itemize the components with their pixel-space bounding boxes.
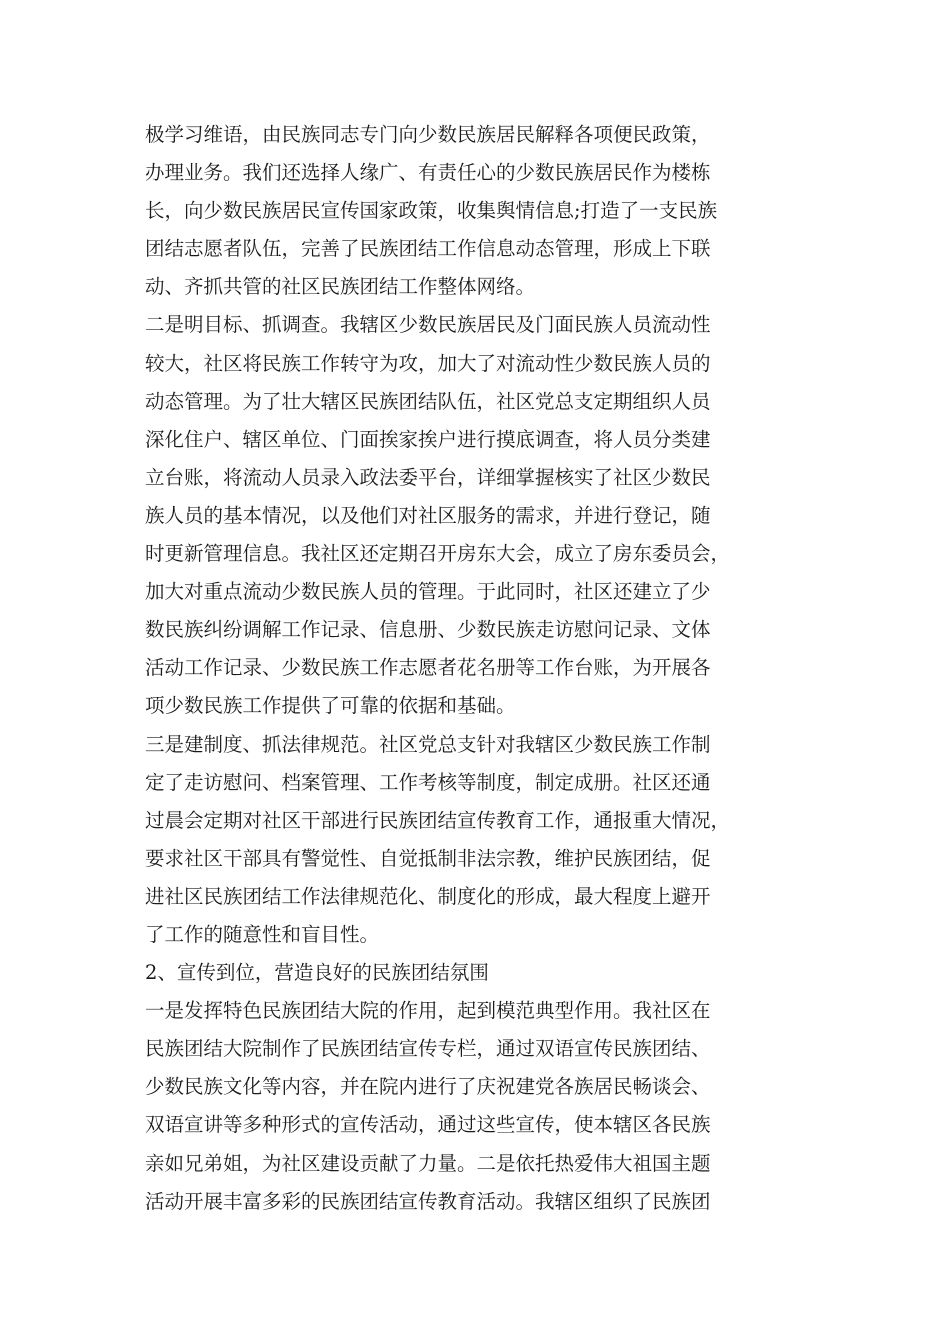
text-line: 定了走访慰问、档案管理、工作考核等制度，制定成册。社区还通 — [145, 770, 711, 794]
text-line: 较大，社区将民族工作转守为攻，加大了对流动性少数民族人员的 — [145, 351, 711, 375]
text-line: 民族团结大院制作了民族团结宣传专栏，通过双语宣传民族团结、 — [145, 1037, 711, 1061]
text-line: 过晨会定期对社区干部进行民族团结宣传教育工作，通报重大情况， — [145, 808, 731, 832]
text-line: 动、齐抓共管的社区民族团结工作整体网络。 — [145, 275, 536, 299]
document-body — [145, 116, 825, 1221]
text-line: 二是明目标、抓调查。我辖区少数民族居民及门面民族人员流动性 — [145, 313, 711, 337]
text-line: 时更新管理信息。我社区还定期召开房东大会，成立了房东委员会， — [145, 542, 731, 566]
text-line: 立台账，将流动人员录入政法委平台，详细掌握核实了社区少数民 — [145, 465, 711, 489]
text-line: 极学习维语，由民族同志专门向少数民族居民解释各项便民政策， — [145, 123, 711, 146]
text-line: 进社区民族团结工作法律规范化、制度化的形成，最大程度上避开 — [145, 884, 711, 908]
section-heading: 2、宣传到位，营造良好的民族团结氛围 — [145, 961, 489, 985]
text-line: 了工作的随意性和盲目性。 — [145, 922, 380, 946]
text-line: 少数民族文化等内容，并在院内进行了庆祝建党各族居民畅谈会、 — [145, 1075, 711, 1099]
text-line: 族人员的基本情况，以及他们对社区服务的需求，并进行登记，随 — [145, 503, 711, 527]
text-line: 亲如兄弟姐，为社区建设贡献了力量。二是依托热爱伟大祖国主题 — [145, 1151, 711, 1175]
text-line: 三是建制度、抓法律规范。社区党总支针对我辖区少数民族工作制 — [145, 732, 711, 756]
text-line: 一是发挥特色民族团结大院的作用，起到模范典型作用。我社区在 — [145, 999, 711, 1023]
text-line: 动态管理。为了壮大辖区民族团结队伍，社区党总支定期组织人员 — [145, 389, 711, 413]
text-line: 项少数民族工作提供了可靠的依据和基础。 — [145, 694, 516, 718]
text-line: 加大对重点流动少数民族人员的管理。于此同时，社区还建立了少 — [145, 580, 711, 604]
text-line: 深化住户、辖区单位、门面挨家挨户进行摸底调查，将人员分类建 — [145, 427, 711, 451]
text-line: 数民族纠纷调解工作记录、信息册、少数民族走访慰问记录、文体 — [145, 618, 711, 642]
text-line: 双语宣讲等多种形式的宣传活动，通过这些宣传，使本辖区各民族 — [145, 1113, 711, 1137]
text-line: 活动开展丰富多彩的民族团结宣传教育活动。我辖区组织了民族团 — [145, 1189, 711, 1213]
text-line: 长，向少数民族居民宣传国家政策，收集舆情信息;打造了一支民族 — [145, 199, 718, 223]
text-line: 团结志愿者队伍，完善了民族团结工作信息动态管理，形成上下联 — [145, 237, 711, 261]
text-line: 活动工作记录、少数民族工作志愿者花名册等工作台账，为开展各 — [145, 656, 711, 680]
text-line: 办理业务。我们还选择人缘广、有责任心的少数民族居民作为楼栋 — [145, 161, 711, 185]
text-line: 要求社区干部具有警觉性、自觉抵制非法宗教，维护民族团结，促 — [145, 846, 711, 870]
